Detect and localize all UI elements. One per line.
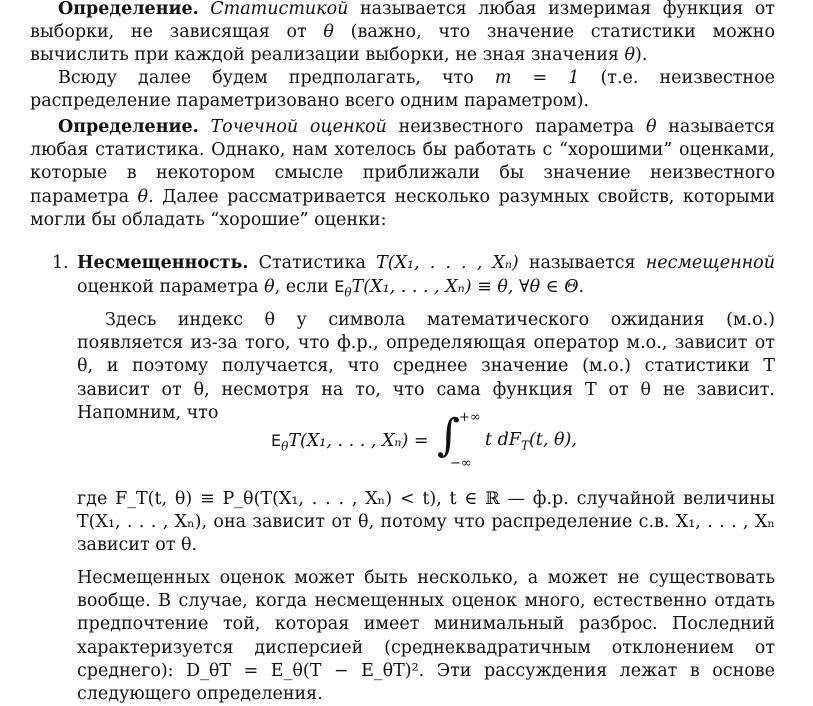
definition-label: Определение. <box>58 117 199 137</box>
assumption-paragraph: Всюду далее будем предполагать, что m = 1 (т.е. неизвестное распределение параметризовано всего одним параметром). <box>30 68 775 112</box>
unbiasedness-definition: Несмещенность. Статистика T(X₁, . . . , Xₙ) называется несмещенной оценкой параметра θ, если $E_\theta T(X_1$, . . . , Xₙ) ≡ θ, ∀θ ∈ Θ. <box>77 253 775 300</box>
item-title: Несмещенность. <box>77 253 249 273</box>
term-statistic: Статистикой <box>210 0 349 19</box>
list-item-number: 1. <box>52 253 69 273</box>
definition-statistic: Определение. Статистикой называется любая измеримая функция от выборки, не зависящая от θ (важно, что значение статистики можно вычислить при каждой реализации выборки, не зная значения θ). <box>30 0 775 66</box>
expectation-formula: $E_\theta T(X_1$, . . . , Xₙ) = ∫ +∞ −∞ t $dF_T(t$, θ), <box>271 410 577 471</box>
definition-label: Определение. <box>58 0 199 19</box>
definition-point-estimate: Определение. Точечной оценкой неизвестного параметра θ называется любая статистика. Однако, нам хотелось бы работать с “хорошими” оценками, которые в некотором смысле приближали бы значение неизвестного параметра θ. Далее рассматривается несколько разумных свойств, которыми могли бы обладать “хорошие” оценки: <box>30 117 775 230</box>
index-explanation: Здесь индекс θ у символа математического ожидания (м.о.) появляется из-за того, что ф.р., определяющая оператор м.о., зависит от θ, и поэтому получается, что среднее значение (м.о.) статистики T зависит от θ, несмотря на то, что сама функция T от θ не зависит. Напомним, что <box>77 310 775 423</box>
distribution-function-explanation: где F_T(t, θ) ≡ P_θ(T(X₁, . . . , Xₙ) < t), t ∈ ℝ — ф.р. случайной величины T(X₁, . . . , Xₙ), она зависит от θ, потому что распределение с.в. X₁, . . . , Xₙ зависит от θ. <box>77 489 775 556</box>
variance-paragraph: Несмещенных оценок может быть несколько, а может не существовать вообще. В случае, когда несмещенных оценок много, естественно отдать предпочтение той, которая имеет минимальный разброс. Последний характеризуется дисперсией (среднеквадратичным отклонением от среднего): D_θT = E_θ(T − E_θT)². Эти рассуждения лежат в основе следующего определения. <box>77 568 775 705</box>
term-point-estimate: Точечной оценкой <box>210 117 387 137</box>
m-equals-one: m = 1 <box>494 68 580 88</box>
term-unbiased: несмещенной <box>645 253 775 273</box>
integral-sign: ∫ <box>437 410 460 461</box>
